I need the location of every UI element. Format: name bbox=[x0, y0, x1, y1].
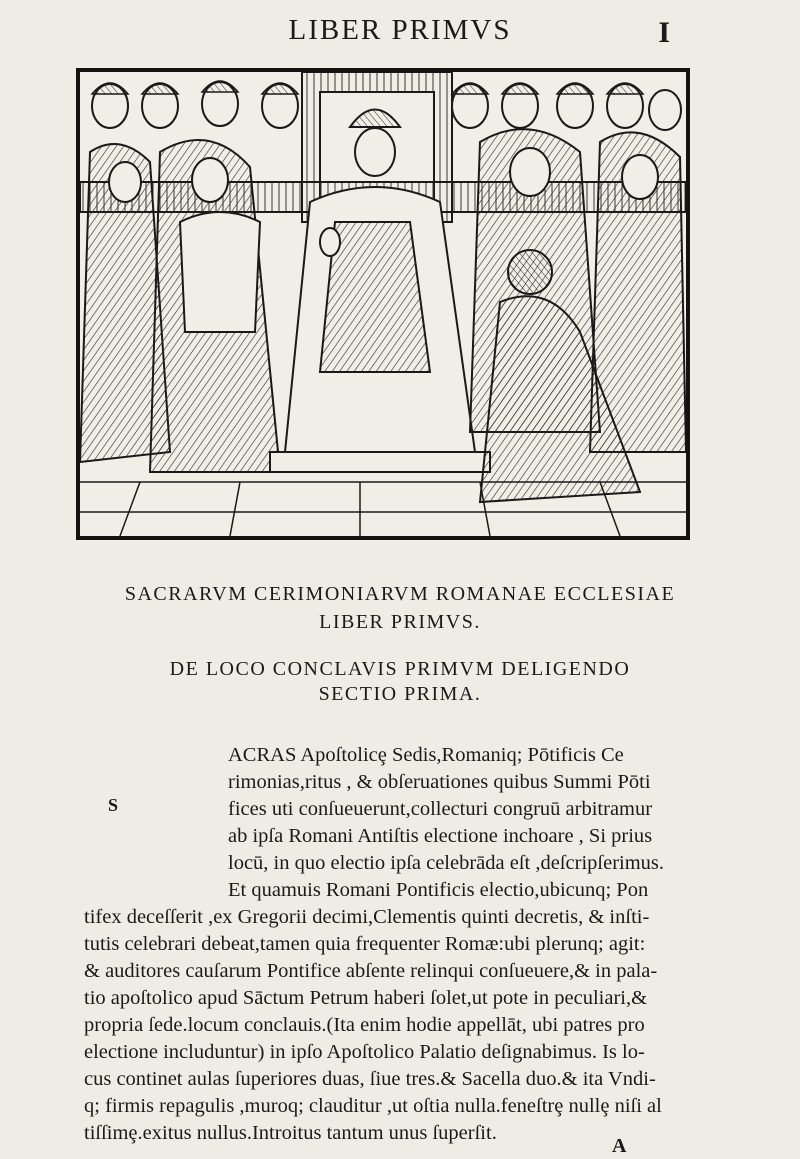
woodcut-illustration bbox=[76, 68, 690, 540]
body-line: ab ipſa Romani Antiſtis electione inchoare , Si prius bbox=[228, 825, 653, 847]
body-line: tiſſimȩ.exitus nullus.Introitus tantum unus ſuperſit. bbox=[84, 1122, 497, 1144]
body-line: fices uti conſueuerunt,collecturi congruū arbitramur bbox=[228, 798, 653, 820]
catchword: A bbox=[612, 1135, 627, 1157]
body-line: locū, in quo electio ipſa celebrāda eſt ,deſcripſerimus. bbox=[228, 852, 665, 874]
section-number-heading: SECTIO PRIMA. bbox=[318, 683, 482, 705]
body-line: tutis celebrari debeat,tamen quia frequenter Romæ:ubi plerunq; agit: bbox=[84, 933, 646, 955]
body-line: ACRAS Apoſtolicȩ Sedis,Romaniq; Pōtificis Ce bbox=[228, 744, 624, 766]
body-line: electione includuntur) in ipſo Apoſtolico Palatio deſignabimus. Is lo- bbox=[84, 1041, 645, 1063]
body-line: propria ſede.locum conclauis.(Ita enim hodie appellāt, ubi patres pro bbox=[84, 1014, 645, 1036]
running-title: LIBER PRIMVS bbox=[288, 14, 512, 46]
book-number-heading: LIBER PRIMVS. bbox=[319, 611, 481, 633]
body-line: cus continet aulas ſuperiores duas, ſiue tres.& Sacella duo.& ita Vndi- bbox=[84, 1068, 656, 1090]
body-line: tio apoſtolico apud Sāctum Petrum haberi ſolet,ut pote in peculiari,& bbox=[84, 987, 648, 1009]
folio-number: I bbox=[658, 16, 670, 49]
woodcut-illustration-icon bbox=[80, 72, 686, 536]
body-line: tifex deceſſerit ,ex Gregorii decimi,Clementis quinti decretis, & inſti- bbox=[84, 906, 650, 928]
body-line: q; firmis repagulis ,muroq; clauditur ,ut oſtia nulla.feneſtrȩ nullȩ niſi al bbox=[84, 1095, 662, 1117]
section-title-heading: DE LOCO CONCLAVIS PRIMVM DELIGENDO bbox=[169, 658, 631, 680]
body-line: & auditores cauſarum Pontifice abſente relinqui conſueuere,& in pala- bbox=[84, 960, 658, 982]
book-title-heading: SACRARVM CERIMONIARVM ROMANAE ECCLESIAE bbox=[124, 583, 676, 605]
body-line: rimonias,ritus , & obſeruationes quibus Summi Pōti bbox=[228, 771, 651, 793]
body-line: Et quamuis Romani Pontificis electio,ubicunq; Pon bbox=[228, 879, 649, 901]
initial-guide-letter: S bbox=[108, 795, 119, 815]
